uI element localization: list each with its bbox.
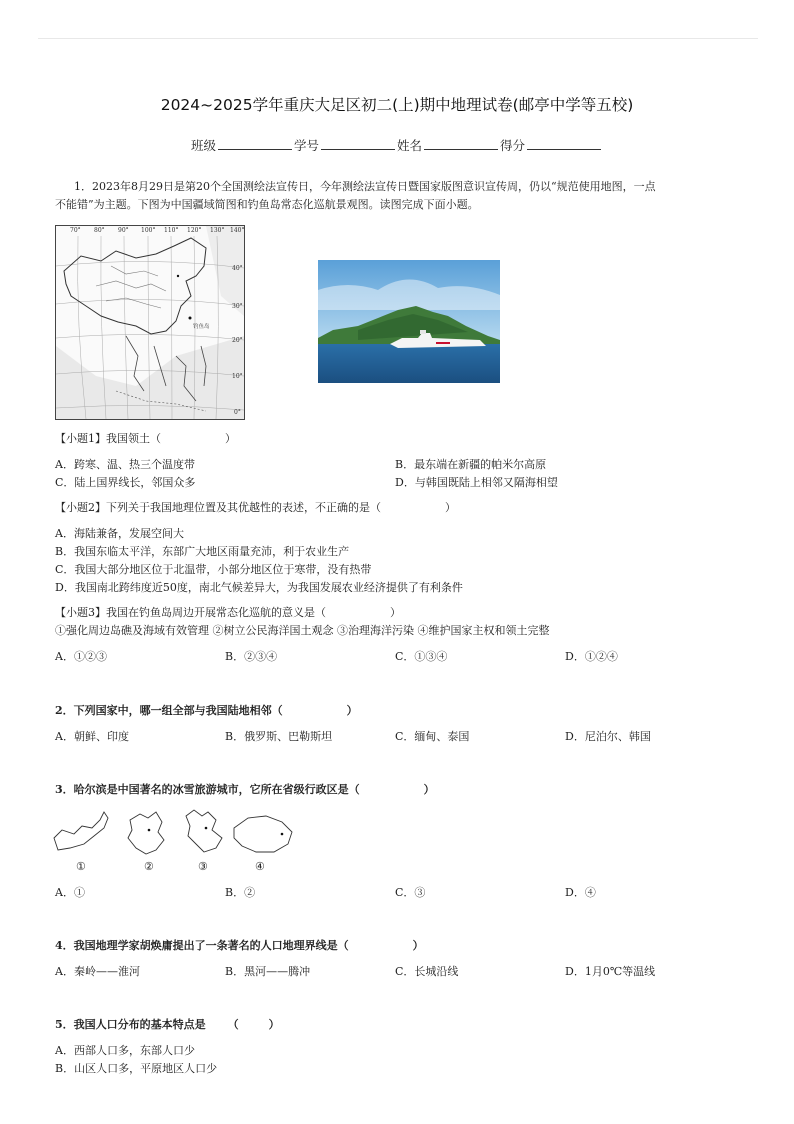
q2-option-c[interactable]: C．缅甸、泰国 bbox=[395, 730, 470, 743]
q1-sub1-option-a[interactable]: A．跨寒、温、热三个温度带 bbox=[55, 458, 195, 471]
q1-sub3-option-b[interactable]: B．②③④ bbox=[225, 650, 278, 663]
q1-sub2-option-a[interactable]: A．海陆兼备，发展空间大 bbox=[55, 527, 184, 540]
map-lon-130: 130° bbox=[210, 227, 225, 234]
q5-stem: 5．我国人口分布的基本特点是 （ ） bbox=[55, 1018, 280, 1031]
q2-option-d[interactable]: D．尼泊尔、韩国 bbox=[565, 730, 651, 743]
q1-sub3-option-c[interactable]: C．①③④ bbox=[395, 650, 448, 663]
china-territory-map bbox=[55, 225, 245, 420]
q4-option-d[interactable]: D．1月0℃等温线 bbox=[565, 965, 656, 978]
q1-sub2-option-d[interactable]: D．我国南北跨纬度近50度，南北气候差异大，为我国发展农业经济提供了有利条件 bbox=[55, 581, 463, 594]
map-lon-80: 80° bbox=[94, 227, 105, 234]
map-lat-20: 20° bbox=[232, 337, 243, 344]
q4-option-b[interactable]: B．黑河——腾冲 bbox=[225, 965, 311, 978]
name-label: 姓名 bbox=[397, 138, 423, 153]
q1-sub1-option-c[interactable]: C．陆上国界线长，邻国众多 bbox=[55, 476, 196, 489]
map-lon-120: 120° bbox=[187, 227, 202, 234]
map-lon-90: 90° bbox=[118, 227, 129, 234]
province-shape-2[interactable] bbox=[128, 812, 164, 854]
q1-sub3-option-a[interactable]: A．①②③ bbox=[55, 650, 107, 663]
q1-stem-line1: 1．2023年8月29日是第20个全国测绘法宣传日，今年测绘法宣传日暨国家版图意识宣传周，仍以“规范使用地图，一点 bbox=[74, 180, 656, 193]
q1-stem-line2: 不能错”为主题。下图为中国疆域简图和钓鱼岛常态化巡航景观图。读图完成下面小题。 bbox=[55, 198, 479, 211]
map-lon-70: 70° bbox=[70, 227, 81, 234]
score-label: 得分 bbox=[500, 138, 526, 153]
q1-sub1-stem: 【小题1】我国领土（ ） bbox=[55, 432, 236, 445]
q4-option-c[interactable]: C．长城沿线 bbox=[395, 965, 459, 978]
map-lat-40: 40° bbox=[232, 265, 243, 272]
q4-option-a[interactable]: A．秦岭——淮河 bbox=[55, 965, 140, 978]
shape-label-1: ① bbox=[76, 860, 86, 873]
class-blank[interactable] bbox=[218, 137, 292, 150]
q1-sub1-option-d[interactable]: D．与韩国既陆上相邻又隔海相望 bbox=[395, 476, 558, 489]
q1-sub3-option-d[interactable]: D．①②④ bbox=[565, 650, 618, 663]
diaoyu-patrol-photo bbox=[318, 260, 500, 383]
shape-label-2: ② bbox=[144, 860, 154, 873]
page-title: 2024~2025学年重庆大足区初二(上)期中地理试卷(邮亭中学等五校) bbox=[160, 96, 634, 114]
header-divider bbox=[38, 38, 758, 39]
shape-label-4: ④ bbox=[255, 860, 265, 873]
q1-sub3-stem: 【小题3】我国在钓鱼岛周边开展常态化巡航的意义是（ ） bbox=[55, 606, 401, 619]
q3-option-d[interactable]: D．④ bbox=[565, 886, 596, 899]
q3-stem: 3．哈尔滨是中国著名的冰雪旅游城市，它所在省级行政区是（ ） bbox=[55, 783, 435, 796]
province-shape-1[interactable] bbox=[54, 812, 108, 850]
q1-sub2-option-c[interactable]: C．我国大部分地区位于北温带，小部分地区位于寒带，没有热带 bbox=[55, 563, 372, 576]
map-lon-140: 140° bbox=[230, 227, 244, 234]
q1-sub2-option-b[interactable]: B．我国东临太平洋，东部广大地区雨量充沛，利于农业生产 bbox=[55, 545, 350, 558]
q5-option-a[interactable]: A．西部人口多，东部人口少 bbox=[55, 1044, 195, 1057]
q3-option-c[interactable]: C．③ bbox=[395, 886, 426, 899]
map-island-label: 钓鱼岛 bbox=[193, 324, 210, 330]
q2-stem: 2．下列国家中，哪一组全部与我国陆地相邻（ ） bbox=[55, 704, 358, 717]
map-lon-100: 100° bbox=[141, 227, 156, 234]
name-blank[interactable] bbox=[424, 137, 498, 150]
student-info-line bbox=[0, 136, 794, 154]
q2-option-b[interactable]: B．俄罗斯、巴勒斯坦 bbox=[225, 730, 333, 743]
map-lat-0: 0° bbox=[234, 409, 241, 416]
number-label: 学号 bbox=[293, 138, 319, 153]
class-label: 班级 bbox=[190, 138, 216, 153]
diaoyu-island-marker bbox=[189, 317, 192, 320]
score-blank[interactable] bbox=[527, 137, 601, 150]
province-shape-3[interactable] bbox=[186, 810, 222, 852]
q2-option-a[interactable]: A．朝鲜、印度 bbox=[55, 730, 129, 743]
map-lat-10: 10° bbox=[232, 373, 243, 380]
map-lon-110: 110° bbox=[164, 227, 179, 234]
q1-sub2-stem: 【小题2】下列关于我国地理位置及其优越性的表述，不正确的是（ ） bbox=[55, 501, 456, 514]
q5-option-b[interactable]: B．山区人口多，平原地区人口少 bbox=[55, 1062, 218, 1075]
q3-option-a[interactable]: A．① bbox=[55, 886, 85, 899]
q1-sub3-items: ①强化周边岛礁及海域有效管理 ②树立公民海洋国土观念 ③治理海洋污染 ④维护国家主权和领土完整 bbox=[55, 624, 550, 637]
q3-option-b[interactable]: B．② bbox=[225, 886, 256, 899]
shape-label-3: ③ bbox=[198, 860, 208, 873]
q1-sub1-option-b[interactable]: B．最东端在新疆的帕米尔高原 bbox=[395, 458, 547, 471]
number-blank[interactable] bbox=[321, 137, 395, 150]
map-lat-30: 30° bbox=[232, 303, 243, 310]
q4-stem: 4．我国地理学家胡焕庸提出了一条著名的人口地理界线是（ ） bbox=[55, 939, 424, 952]
